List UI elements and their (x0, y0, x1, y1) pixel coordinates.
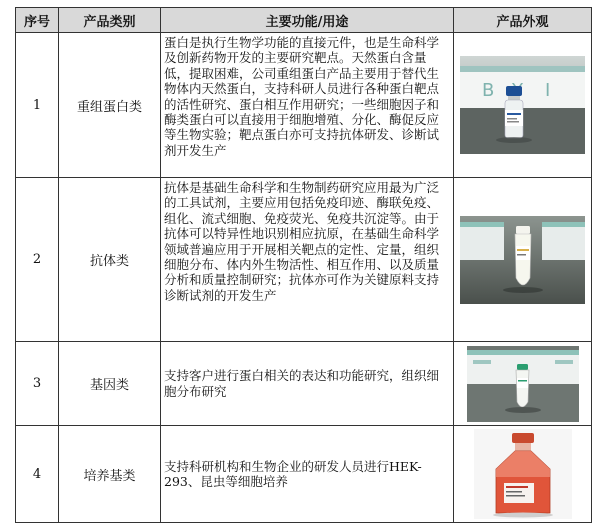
gene-tube-photo (467, 346, 579, 422)
table-row (16, 178, 592, 342)
header-row (16, 8, 592, 33)
row-description: 支持客户进行蛋白相关的表达和功能研究，组织细胞分布研究 (161, 342, 454, 426)
tube-photo (460, 216, 585, 304)
svg-text:B: B (482, 80, 495, 101)
header-category: 产品类别 (59, 8, 161, 33)
table-row (16, 342, 592, 426)
row-description: 抗体是基础生命科学和生物制药研究应用最为广泛的工具试剂，主要应用包括免疫印迹、酶联免疫、组化、流式细胞、免疫荧光、免疫共沉淀等。由于抗体可以特异性地识别相应抗原，在基础生命科学领域普遍应用于开展相关靶点的定性、定量，组织细胞分布、体内外生物活性、相互作用、以及质量分析和质量控制研究；抗体亦可作为关键原料支持诊断试剂的开发生产 (161, 178, 454, 342)
header-index: 序号 (16, 8, 59, 33)
vial-photo (460, 56, 585, 154)
row-index: 2 (16, 178, 59, 342)
row-index: 1 (16, 33, 59, 178)
flask-photo (474, 429, 572, 519)
row-category: 重组蛋白类 (59, 33, 161, 178)
row-index: 3 (16, 342, 59, 426)
row-category: 基因类 (59, 342, 161, 426)
header-appearance: 产品外观 (454, 8, 592, 33)
row-description: 蛋白是执行生物学功能的直接元件，也是生命科学及创新药物开发的主要研究靶点。天然蛋白含量低，提取困难，公司重组蛋白产品主要用于替代生物体内天然蛋白，支持科研人员进行各种蛋白靶点的活性研究、蛋白相互作用研究；一些细胞因子和酶类蛋白可以直接用于细胞增殖、分化、酶促反应等生物实验；靶点蛋白亦可支持抗体研发、诊断试剂开发生产 (161, 33, 454, 178)
row-category: 培养基类 (59, 426, 161, 523)
table-row (16, 33, 592, 178)
header-function: 主要功能/用途 (161, 8, 454, 33)
row-category: 抗体类 (59, 178, 161, 342)
svg-text:I: I (545, 80, 551, 101)
row-description: 支持科研机构和生物企业的研发人员进行HEK-293、昆虫等细胞培养 (161, 426, 454, 523)
table-row (16, 426, 592, 523)
row-index: 4 (16, 426, 59, 523)
product-table (15, 7, 592, 523)
